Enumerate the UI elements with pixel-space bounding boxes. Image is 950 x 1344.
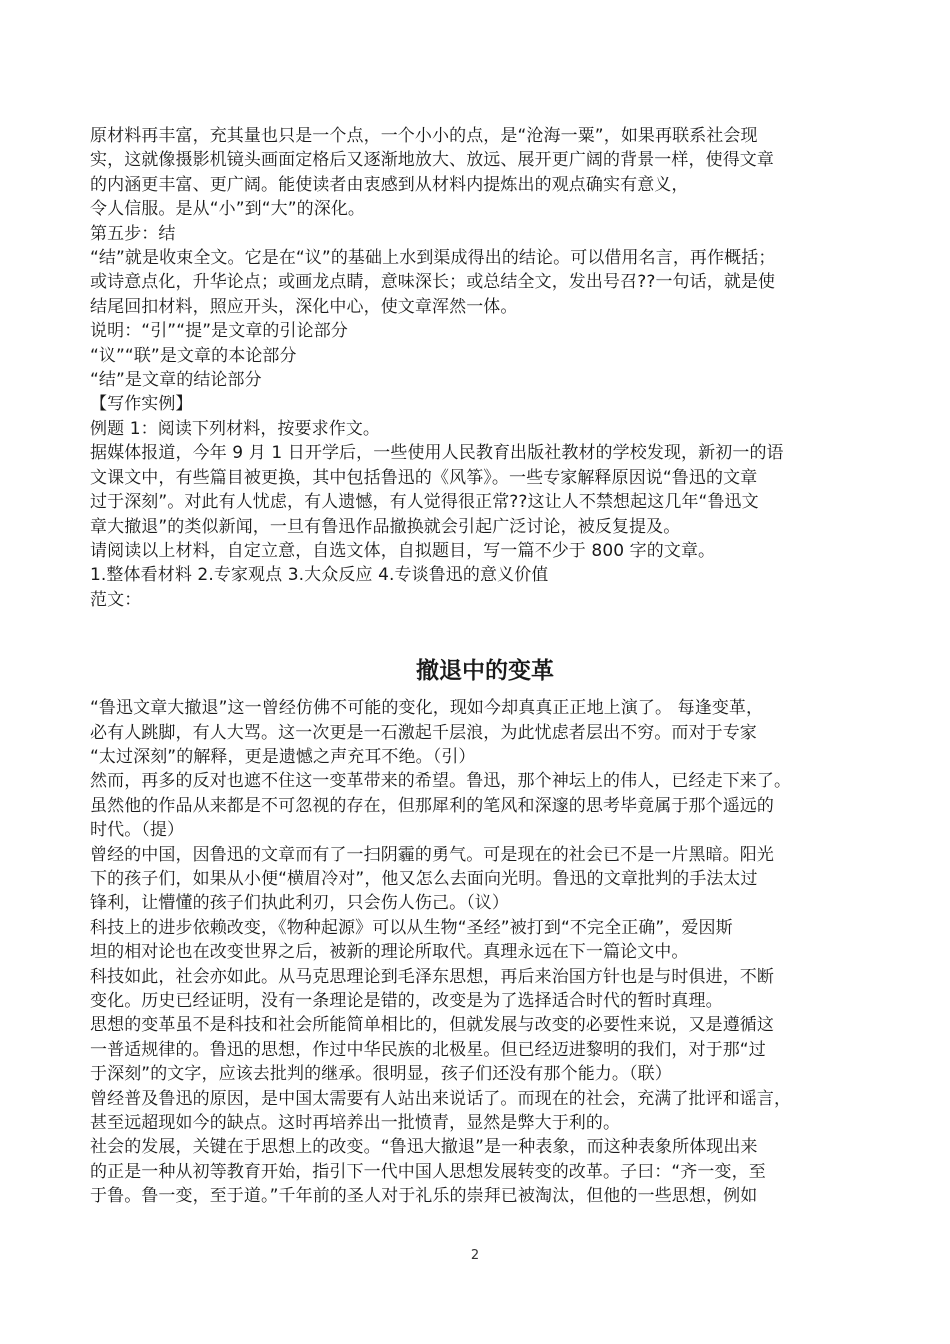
text-line: 实，这就像摄影机镜头画面定格后又逐渐地放大、放远、展开更广阔的背景一样，使得文章 (90, 150, 774, 171)
section-heading: 【写作实例】 (90, 394, 193, 415)
essay-line: 时代。（提） (90, 820, 185, 841)
essay-line: “太过深刻”的解释，更是遗憾之声充耳不绝。（引） (90, 746, 476, 767)
essay-line: 甚至远超现如今的缺点。这时再培养出一批愤青，显然是弊大于利的。 (90, 1113, 621, 1134)
text-line: 1.整体看材料 2.专家观点 3.大众反应 4.专谈鲁迅的意义价值 (90, 565, 549, 586)
essay-line: 思想的变革虽不是科技和社会所能简单相比的，但就发展与改变的必要性来说，又是遵循这 (90, 1015, 774, 1036)
essay-line: “鲁迅文章大撤退”这一曾经仿佛不可能的变化，现如今却真真正正地上演了。 每逢变革， (90, 698, 764, 719)
text-line: 过于深刻”。对此有人忧虑，有人遗憾，有人觉得很正常??这让人不禁想起这几年“鲁迅文 (90, 492, 759, 513)
text-line: “结”就是收束全文。它是在“议”的基础上水到渠成得出的结论。可以借用名言，再作概括； (90, 248, 776, 269)
essay-title: 撤退中的变革 (416, 658, 554, 685)
essay-line: 变化。历史已经证明，没有一条理论是错的，改变是为了选择适合时代的暂时真理。 (90, 991, 723, 1011)
essay-line: 曾经普及鲁迅的原因，是中国太需要有人站出来说话了。而现在的社会，充满了批评和谣言， (90, 1088, 792, 1109)
text-line: “议”“联”是文章的本论部分 (90, 345, 297, 366)
essay-line: 于深刻”的文字，应该去批判的继承。很明显，孩子们还没有那个能力。（联） (90, 1064, 672, 1085)
essay-line: 科技如此，社会亦如此。从马克思理论到毛泽东思想，再后来治国方针也是与时俱进，不断 (90, 966, 774, 987)
document-page (90, 124, 880, 1209)
essay-line: 于鲁。鲁一变，至于道。”千年前的圣人对于礼乐的崇拜已被淘汰，但他的一些思想，例如 (90, 1186, 758, 1207)
essay-line: 虽然他的作品从来都是不可忽视的存在，但那犀利的笔风和深邃的思考毕竟属于那个遥远的 (90, 795, 774, 816)
text-line: 说明：“引”“提”是文章的引论部分 (90, 321, 348, 342)
essay-body (90, 696, 880, 1209)
essay-line: 下的孩子们，如果从小便“横眉冷对”，他又怎么去面向光明。鲁迅的文章批判的手法太过 (90, 868, 758, 889)
text-line: 结尾回扣材料，照应开头，深化中心，使文章浑然一体。 (90, 296, 518, 317)
text-line: 令人信服。是从“小”到“大”的深化。 (90, 199, 366, 220)
text-line: “结”是文章的结论部分 (90, 370, 262, 391)
text-line: 请阅读以上材料，自定立意，自选文体，自拟题目，写一篇不少于 800 字的文章。 (90, 540, 716, 561)
page-number: 2 (470, 1248, 480, 1263)
text-line: 文课文中，有些篇目被更换，其中包括鲁迅的《风筝》。一些专家解释原因说“鲁迅的文章 (90, 467, 758, 488)
text-line: 的内涵更丰富、更广阔。能使读者由衷感到从材料内提炼出的观点确实有意义， (90, 174, 689, 195)
step-heading: 第五步：结 (90, 223, 176, 244)
text-line: 范文： (90, 589, 142, 610)
essay-line: 一普适规律的。鲁迅的思想，作过中华民族的北极星。但已经迈进黎明的我们，对于那“过 (90, 1039, 766, 1060)
text-line: 或诗意点化，升华论点；或画龙点睛，意味深长；或总结全文，发出号召??一句话，就是使 (90, 272, 776, 293)
text-line: 例题 1：阅读下列材料，按要求作文。 (90, 418, 381, 439)
text-line: 章大撤退”的类似新闻，一旦有鲁迅作品撤换就会引起广泛讨论，被反复提及。 (90, 516, 681, 537)
essay-line: 社会的发展，关键在于思想上的改变。“鲁迅大撤退”是一种表象，而这种表象所体现出来 (90, 1137, 758, 1158)
essay-line: 必有人跳脚，有人大骂。这一次更是一石激起千层浪，为此忧虑者层出不穷。而对于专家 (90, 722, 757, 743)
essay-line: 锋利，让懵懂的孩子们执此利刃，只会伤人伤己。（议） (90, 893, 509, 914)
essay-line: 坦的相对论也在改变世界之后，被新的理论所取代。真理永远在下一篇论文中。 (90, 942, 689, 963)
spacer (90, 612, 880, 656)
essay-line: 科技上的进步依赖改变，《物种起源》可以从生物“圣经”被打到“不完全正确”，爱因斯 (90, 917, 733, 938)
body-text-top (90, 124, 880, 612)
text-line: 原材料再丰富，充其量也只是一个点，一个小小的点，是“沧海一粟”，如果再联系社会现 (90, 126, 758, 146)
essay-line: 的正是一种从初等教育开始，指引下一代中国人思想发展转变的改革。子曰：“齐一变，至 (90, 1161, 766, 1182)
text-line: 据媒体报道，今年 9 月 1 日开学后，一些使用人民教育出版社教材的学校发现，新初一的语 (90, 443, 784, 464)
essay-line: 曾经的中国，因鲁迅的文章而有了一扫阴霾的勇气。可是现在的社会已不是一片黑暗。阳光 (90, 844, 774, 865)
essay-line: 然而，再多的反对也遮不住这一变革带来的希望。鲁迅，那个神坛上的伟人，已经走下来了。 (90, 771, 792, 792)
